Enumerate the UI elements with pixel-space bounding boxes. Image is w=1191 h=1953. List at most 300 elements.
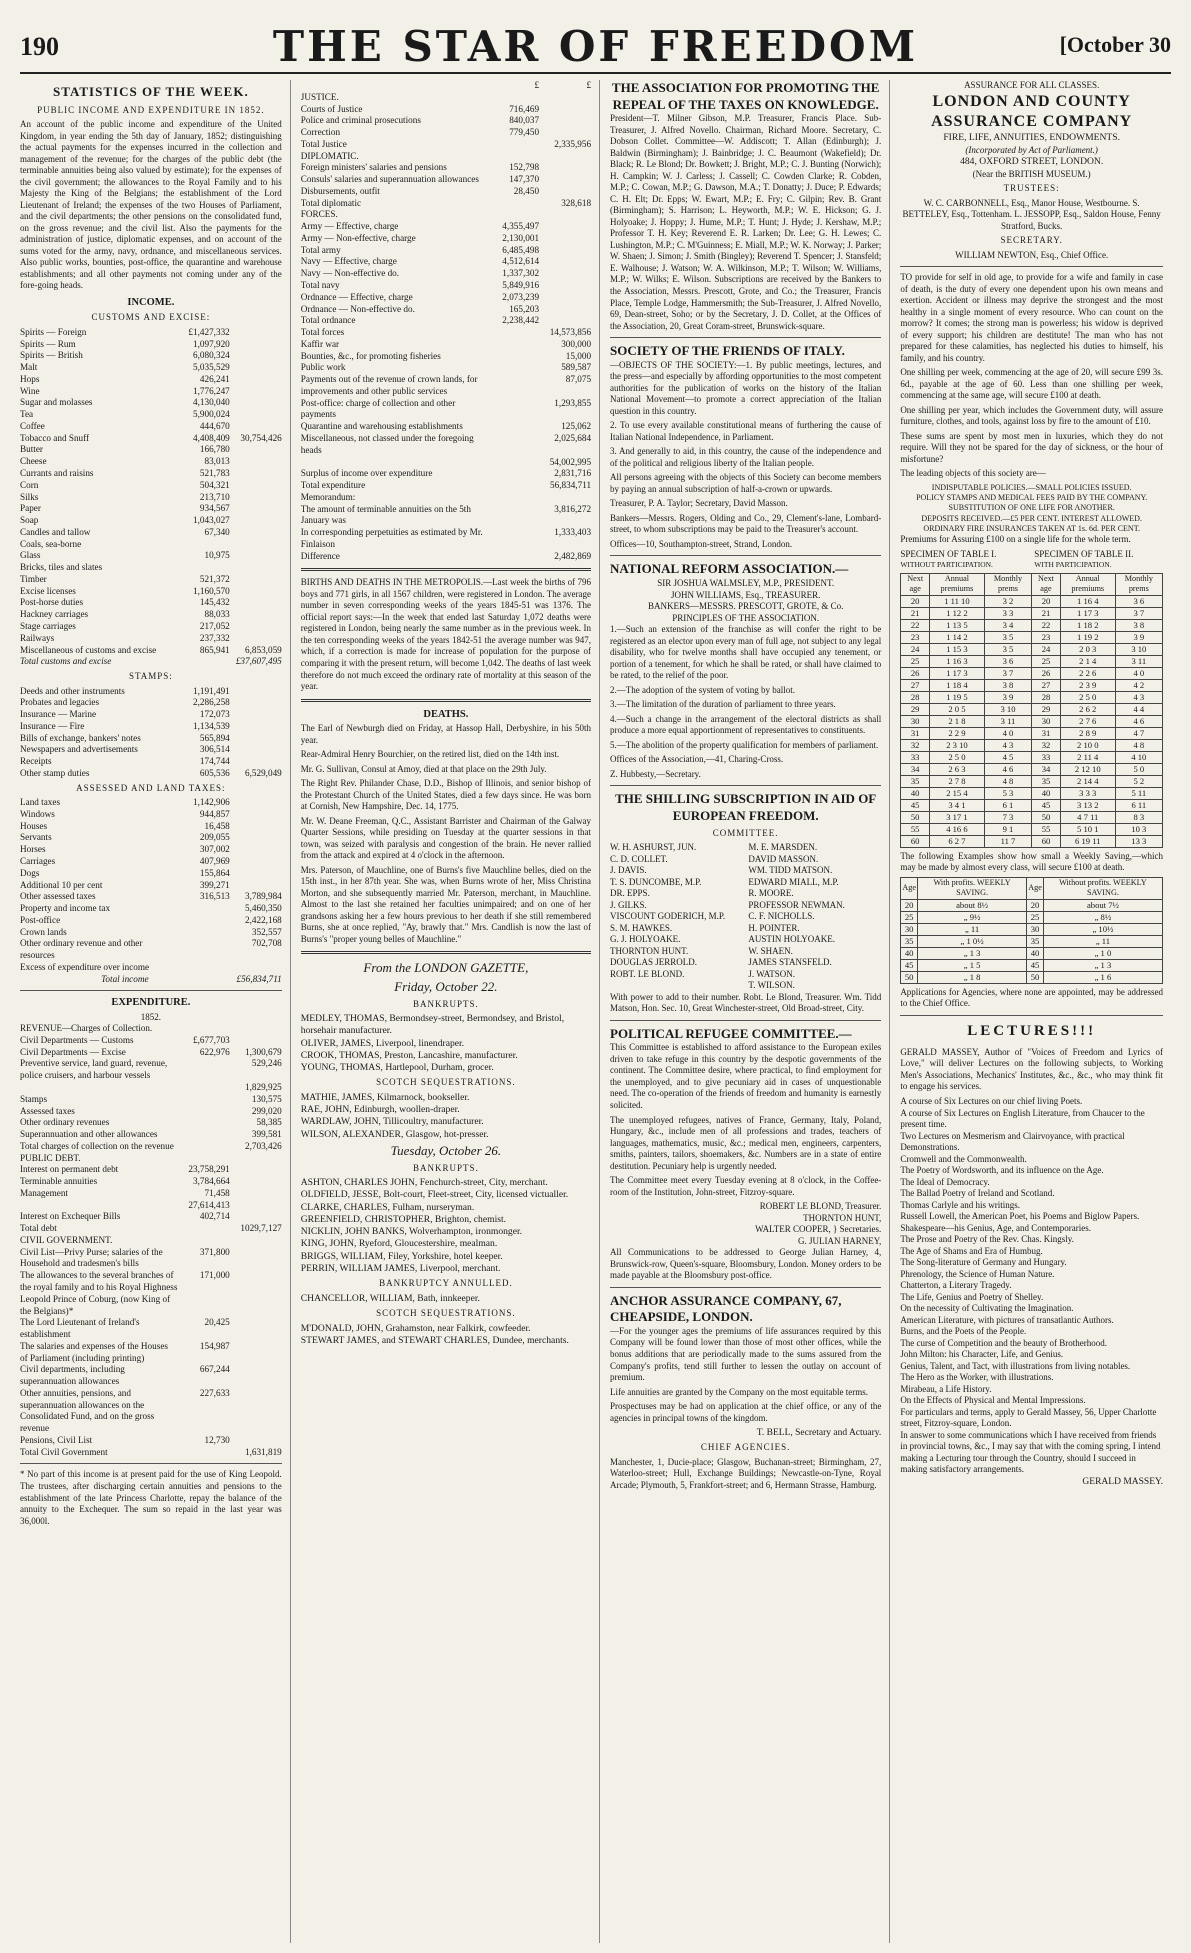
account-label: Public work [300,362,346,373]
account-row [20,915,282,927]
account-row [20,574,282,586]
account-total: 58,385 [256,1117,282,1128]
table-cell: 29 [1032,703,1061,715]
death-notice: Mr. G. Sullivan, Consul at Amoy, died at that place on the 29th July. [300,763,547,774]
account-label: Dogs [20,867,40,878]
account-label: Navy — Non-effective do. [300,268,400,279]
account-total [539,221,591,233]
table-cell: 3 11 [1115,655,1162,667]
account-row [20,1247,282,1271]
account-total [539,104,591,116]
account-total [230,1435,282,1447]
table-cell: 4 7 [1115,727,1162,739]
agencies-list: Manchester, 1, Ducie-place; Glasgow, Buchanan-street; Birmingham, 27, Waterloo-street; Hull, Exchange Buildings; Newcastle-on-Tyne, Royal Arcade; Plymouth, 5, Frankfort-street; and 6, Hermann Strasse, Hamburg. [610,1456,882,1490]
table-cell: about 7½ [1043,899,1162,911]
table-cell: 4 0 [1115,667,1162,679]
table-cell: „ 1 0½ [917,935,1026,947]
account-row [301,304,591,316]
scotch-heading: SCOTCH SEQUESTRATIONS. [376,1307,516,1318]
committee-member: T. S. DUNCOMBE, M.P. [610,876,702,887]
specimen-1-title: SPECIMEN OF TABLE I. [900,548,997,559]
table-cell: 2 11 4 [1060,751,1115,763]
account-row [301,351,591,363]
account-total: 15,000 [565,350,592,361]
table-cell: „ 11 [917,923,1026,935]
account-total [539,256,591,268]
table-cell: 3 6 [1115,595,1162,607]
account-total [539,151,591,163]
table-cell: 3 8 [1115,619,1162,631]
account-row [20,468,282,480]
account-total: 399,581 [251,1129,282,1140]
account-label: Excess of expenditure over income [20,961,150,972]
account-value [487,421,539,433]
table-cell: 2 5 0 [930,751,985,763]
table-cell: 40 [1032,787,1061,799]
account-row [301,315,591,327]
account-row [20,1435,282,1447]
divider [301,699,591,702]
table-cell: 4 8 [984,775,1031,787]
account-total [230,1341,282,1365]
account-label: Total navy [300,280,340,291]
account-total [230,721,282,733]
specimen-2-sub: WITH PARTICIPATION. [1034,560,1112,570]
account-label: In corresponding perpetuities as estimated by Mr. Finlaison [300,527,483,549]
society-object: DEPOSITS RECEIVED.—£5 PER CENT. INTEREST ALLOWED. [921,513,1142,523]
table-cell: 1 13 5 [930,619,985,631]
account-total [230,697,282,709]
account-total [230,515,282,527]
account-total [230,821,282,833]
account-label: Stamps [20,1093,48,1104]
account-row [20,768,282,780]
account-value [178,915,230,927]
account-label: Insurance — Fire [20,720,85,731]
account-row [301,233,591,245]
account-value [178,1235,230,1247]
lecture-item: The Age of Shams and Era of Humbug. [900,1245,1043,1256]
customs-heading: CUSTOMS AND EXCISE: [91,312,211,323]
account-label: Coals, sea-borne [20,538,82,549]
table-cell: 20 [901,899,918,911]
account-value [178,1447,230,1459]
table-row [901,911,1163,923]
account-label: Post-office [20,914,61,925]
account-row [20,527,282,539]
table-cell: 60 [1032,835,1061,847]
account-value [487,92,539,104]
table-cell: 3 9 [984,691,1031,703]
table-cell: „ 10½ [1043,923,1162,935]
income-total-label: Total income [101,973,149,984]
table-cell: 25 [901,655,930,667]
table-row [901,935,1163,947]
table-cell: 4 7 11 [1060,811,1115,823]
table-cell: 5 0 [1115,763,1162,775]
account-row [301,504,591,528]
death-notice: The Earl of Newburgh died on Friday, at Hassop Hall, Derbyshire, in his 50th year. [300,722,592,745]
scotch-list-1 [301,1092,591,1141]
table-cell: 45 [1027,959,1044,971]
account-label: Spirits — Rum [20,338,76,349]
account-row [301,92,591,104]
table-cell: 50 [1027,971,1044,983]
account-total [230,386,282,398]
bankrupt-entry: PERRIN, WILLIAM JAMES, Liverpool, merchant. [300,1262,501,1274]
death-notice: Rear-Admiral Henry Bourchier, on the retired list, died on the 14th inst. [300,749,560,760]
account-total [230,880,282,892]
account-row [20,1211,282,1223]
table-cell: 40 [901,787,930,799]
lecture-item: The Life, Genius and Poetry of Shelley. [900,1291,1044,1302]
account-total [230,339,282,351]
lecture-item: Shakespeare—his Genius, Age, and Contemporaries. [900,1222,1092,1233]
bankrupt-entry: KING, JOHN, Ryeford, Gloucestershire, mealman. [300,1238,498,1250]
account-value [178,1058,230,1082]
account-row [20,1058,282,1082]
column-statistics [20,80,291,1943]
account-total [539,304,591,316]
committee-member: WM. TIDD MATSON. [748,865,833,876]
account-label: Tea [20,409,34,420]
expenditure-continued-table [301,92,591,563]
committee-member: DR. EPPS. [610,888,650,899]
account-total [230,1176,282,1188]
account-total: 529,246 [251,1058,282,1069]
lecture-item: In answer to some communications which I have received from friends in provincial towns, &c., I may say that with the coming spring, I intend making a Lecturing tour through the Country, should I succeed in making satisfactory arrangements. [900,1429,1161,1475]
weekly-saving-table [900,877,1163,984]
table-cell: 25 [1032,655,1061,667]
account-value: 371,800 [199,1246,230,1257]
account-label: Preventive service, land guard, revenue, police cruisers, and harbour vessels [20,1058,168,1081]
lecture-item: Burns, and the Poets of the People. [900,1326,1027,1337]
lecture-item: The Hero as the Worker, with illustrations. [900,1372,1054,1383]
account-total [230,1200,282,1212]
bankrupt-entry: NICKLIN, JOHN BANKS, Wolverhampton, ironmonger. [300,1226,523,1238]
society-objects [900,483,1163,534]
table-cell: 5 11 [1115,787,1162,799]
account-value: 399,271 [199,879,230,890]
account-row [301,527,591,551]
table-row [901,607,1163,619]
account-value [178,938,230,962]
account-total [539,315,591,327]
account-label: Horses [20,844,46,855]
account-row [20,903,282,915]
account-label: Civil Departments — Customs [20,1034,134,1045]
account-total: 1029,7,127 [240,1223,282,1234]
account-label: Butter [20,444,43,455]
committee-list [610,842,881,992]
table-cell: 35 [901,775,930,787]
account-label: Other ordinary revenue and other resources [20,938,143,961]
trustees-heading: TRUSTEES: [1003,183,1060,194]
table-cell: 20 [1027,899,1044,911]
account-label: The allowances to the several branches of the royal family and to his Royal Highness Leopold Prince of Coburg, (now King of the Belgians)* [20,1270,178,1316]
account-total [230,1235,282,1247]
account-value: 6,485,498 [502,244,540,255]
account-label: Bounties, &c., for promoting fisheries [300,350,441,361]
account-row [20,374,282,386]
refugee-body [610,1042,881,1198]
account-value: 306,514 [199,744,230,755]
italy-paragraph: 3. And generally to aid, in this country, the cause of the independence and of the political and religious liberty of the Italian people. [610,446,882,468]
account-label: Management [20,1187,68,1198]
account-total [230,350,282,362]
lecture-item: On the Effects of Physical and Mental Impressions. [900,1395,1086,1406]
committee-member: VISCOUNT GODERICH, M.P. [610,911,726,922]
account-row [301,327,591,339]
account-row [20,586,282,598]
account-row [20,1200,282,1212]
table-header-row [901,573,1163,595]
column-accounts-deaths [301,80,600,1943]
account-value: 1,043,027 [193,515,230,526]
table-row [901,835,1163,847]
table-cell: 2 0 5 [930,703,985,715]
table-header-cell: Next age [1032,573,1061,595]
account-value: 779,450 [509,127,540,138]
table-cell: 1 12 2 [930,607,985,619]
account-label: Surplus of income over expenditure [300,468,433,479]
account-value: 1,160,570 [193,585,230,596]
account-value: 171,000 [199,1270,230,1281]
account-row [20,386,282,398]
table-cell: 30 [901,923,918,935]
table-cell: 1 17 3 [930,667,985,679]
table-cell: 30 [1027,923,1044,935]
table-cell: 1 19 5 [930,691,985,703]
table-cell: 3 5 [984,631,1031,643]
account-row [301,151,591,163]
table-header-cell: Monthly prems [984,573,1031,595]
account-row [301,433,591,457]
account-label: Hops [20,373,40,384]
bankrupt-entry: OLDFIELD, JESSE, Bolt-court, Fleet-street, City, licensed victualler. [300,1189,569,1201]
lecture-item: A course of Six Lectures on our chief living Poets. [900,1095,1083,1106]
assessed-table [20,797,282,903]
account-label: Stage carriages [20,620,76,631]
account-row [20,686,282,698]
account-label: Spirits — British [20,350,83,361]
account-row [20,856,282,868]
account-label: Corn [20,479,39,490]
table-header-row [901,877,1163,899]
italy-paragraph: Offices—10, Southampton-street, Strand, London. [610,538,793,549]
table-cell: 2 5 0 [1060,691,1115,703]
account-total [230,539,282,551]
sequestration-entry: WILSON, ALEXANDER, Glasgow, hot-presser. [300,1128,489,1140]
society-object: INDISPUTABLE POLICIES.—SMALL POLICIES ISSUED. [931,482,1132,492]
account-total [230,856,282,868]
deaths-list [301,723,591,945]
table-cell: 3 5 [984,643,1031,655]
table-row [901,643,1163,655]
account-label: CIVIL GOVERNMENT. [20,1234,113,1245]
table-cell: 4 4 [1115,703,1162,715]
table-cell: 1 16 4 [1060,595,1115,607]
account-row [20,1188,282,1200]
expenditure-table [20,1035,282,1459]
account-total [230,733,282,745]
specimen-2-title: SPECIMEN OF TABLE II. [1034,548,1134,559]
account-label: Currants and raisins [20,468,94,479]
table-cell: 8 3 [1115,811,1162,823]
committee-member: JAMES STANSFELD. [748,957,832,968]
table-cell: 1 14 2 [930,631,985,643]
table-cell: 32 [1032,739,1061,751]
table-cell: 35 [1027,935,1044,947]
committee-member: J. DAVIS. [610,865,647,876]
account-label: Candles and tallow [20,526,91,537]
table-cell: 24 [1032,643,1061,655]
table-cell: 3 7 [1115,607,1162,619]
scotch-list-2 [301,1323,591,1348]
account-total [230,397,282,409]
table-cell: 11 7 [984,835,1031,847]
account-row [20,421,282,433]
account-label: Total charges of collection on the revenue [20,1140,174,1151]
provide-text [900,272,1163,480]
account-label: Interest on Exchequer Bills [20,1211,121,1222]
lecture-item: Russell Lowell, the American Poet, his Poems and Biglow Papers. [900,1211,1140,1222]
table-cell: 28 [1032,691,1061,703]
account-row [20,962,282,974]
account-total [230,327,282,339]
table-cell: 40 [901,947,918,959]
divider [610,555,881,556]
account-value [487,139,539,151]
account-value: 316,513 [199,891,230,902]
anchor-paragraph: Life annuities are granted by the Company on the most equitable terms. [610,1386,868,1397]
account-label: Miscellaneous of customs and excise [20,644,157,655]
account-row [20,832,282,844]
account-row [301,551,591,563]
table-cell: „ 1 5 [917,959,1026,971]
account-total: 2,422,168 [245,914,282,925]
masthead [20,18,1171,74]
table-cell: 33 [901,751,930,763]
account-value [487,362,539,374]
account-label: Total expenditure [300,480,366,491]
account-total [230,609,282,621]
table-cell: „ 11 [1043,935,1162,947]
account-total [230,744,282,756]
account-label: Total debt [20,1223,57,1234]
account-value: 165,203 [509,303,540,314]
account-label: Receipts [20,756,52,767]
table-cell: 3 10 [984,703,1031,715]
account-value: 209,055 [199,832,230,843]
page-number: 190 [20,32,59,61]
account-total [230,832,282,844]
account-value [178,927,230,939]
account-total: 328,618 [561,197,592,208]
italy-body [610,360,881,551]
account-value: 840,037 [509,115,540,126]
account-label: Pensions, Civil List [20,1434,93,1445]
account-total [230,621,282,633]
account-row [301,198,591,210]
account-value: 667,244 [199,1364,230,1375]
bankrupt-entry: BRIGGS, WILLIAM, Filey, Yorkshire, hotel keeper. [300,1250,503,1262]
lecture-item: The Ideal of Democracy. [900,1176,990,1187]
account-row [20,433,282,445]
account-value: 12,730 [204,1434,230,1445]
account-row [20,721,282,733]
table-cell: 27 [901,679,930,691]
account-total [539,233,591,245]
account-row [20,1129,282,1141]
account-row [20,492,282,504]
account-row [20,1235,282,1247]
account-label: Wine [20,385,40,396]
agencies-note: Applications for Agencies, where none are appointed, may be addressed to the Chief Office. [900,986,1164,1009]
table-cell: 6 1 [984,799,1031,811]
account-value: 20,425 [204,1317,230,1328]
account-value [487,480,539,492]
account-total [230,550,282,562]
account-label: Ordnance — Non-effective do. [300,303,415,314]
lecture-item: Cromwell and the Commonwealth. [900,1153,1027,1164]
bankrupts-heading: BANKRUPTS. [413,1162,479,1173]
divider [301,568,591,571]
table-cell: about 8½ [917,899,1026,911]
anchor-paragraph: Prospectuses may be had on application at the chief office, or any of the agencies in principal towns of the kingdom. [610,1401,882,1423]
committee-right [748,842,881,992]
account-label: Silks [20,491,39,502]
table-cell: „ 8½ [1043,911,1162,923]
revenue-label: REVENUE—Charges of Collection. [20,1023,153,1034]
account-value: 145,432 [199,597,230,608]
account-total: 6,853,059 [245,644,282,655]
account-total [539,245,591,257]
table-cell: 2 14 4 [1060,775,1115,787]
table-cell: 2 1 4 [1060,655,1115,667]
assurance-note: ASSURANCE FOR ALL CLASSES. [964,80,1100,90]
bankrupts-heading: BANKRUPTS. [413,998,479,1009]
footnote: * No part of this income is at present paid for the use of King Leopold. The trustees, after discharging certain annuities and pensions to the establishment of the late Princess Charlotte, repay the balance of the annuity to the Exchequer. The sum so repaid in the last year was 36,000l. [20,1469,282,1526]
italy-paragraph: All persons agreeing with the objects of this Society can become members by paying an annual subscription of half-a-crown or upwards. [610,472,882,494]
divider [20,1463,282,1464]
table-cell: 20 [1032,595,1061,607]
anchor-signature: T. BELL, Secretary and Actuary. [756,1428,882,1439]
account-row [20,744,282,756]
account-row [301,480,591,492]
specimen-1-sub: WITHOUT PARTICIPATION. [900,560,993,570]
reform-principle: 5.—The abolition of the property qualification for members of parliament. [610,739,879,750]
table-cell: 55 [1032,823,1061,835]
table-header-cell: Age [1027,877,1044,899]
account-total [539,209,591,221]
expenditure-heading: EXPENDITURE. [111,997,191,1009]
account-label: Tobacco and Snuff [20,432,90,443]
account-value [487,457,539,469]
anchor-body [610,1326,881,1424]
account-label: Crown lands [20,926,67,937]
lecture-item: The Ballad Poetry of Ireland and Scotland. [900,1188,1055,1199]
committee-member: H. POINTER. [748,922,800,933]
anchor-paragraph: —For the younger ages the premiums of life assurances required by this Company will be found lower than those of most other offices, while the bonus additions that are periodically made to the sums assured from the Company's profits, tend still further to lessen the outlay on account of premium. [610,1325,882,1383]
account-value: 16,458 [204,820,230,831]
account-row [20,633,282,645]
account-value: 67,340 [204,526,230,537]
committee-member: EDWARD MIALL, M.P. [748,876,839,887]
reform-officer-line: BANKERS—MESSRS. PRESCOTT, GROTE, & Co. [647,601,844,612]
account-total: 300,000 [561,338,592,349]
secretary-name: WILLIAM NEWTON, Esq., Chief Office. [955,249,1109,260]
